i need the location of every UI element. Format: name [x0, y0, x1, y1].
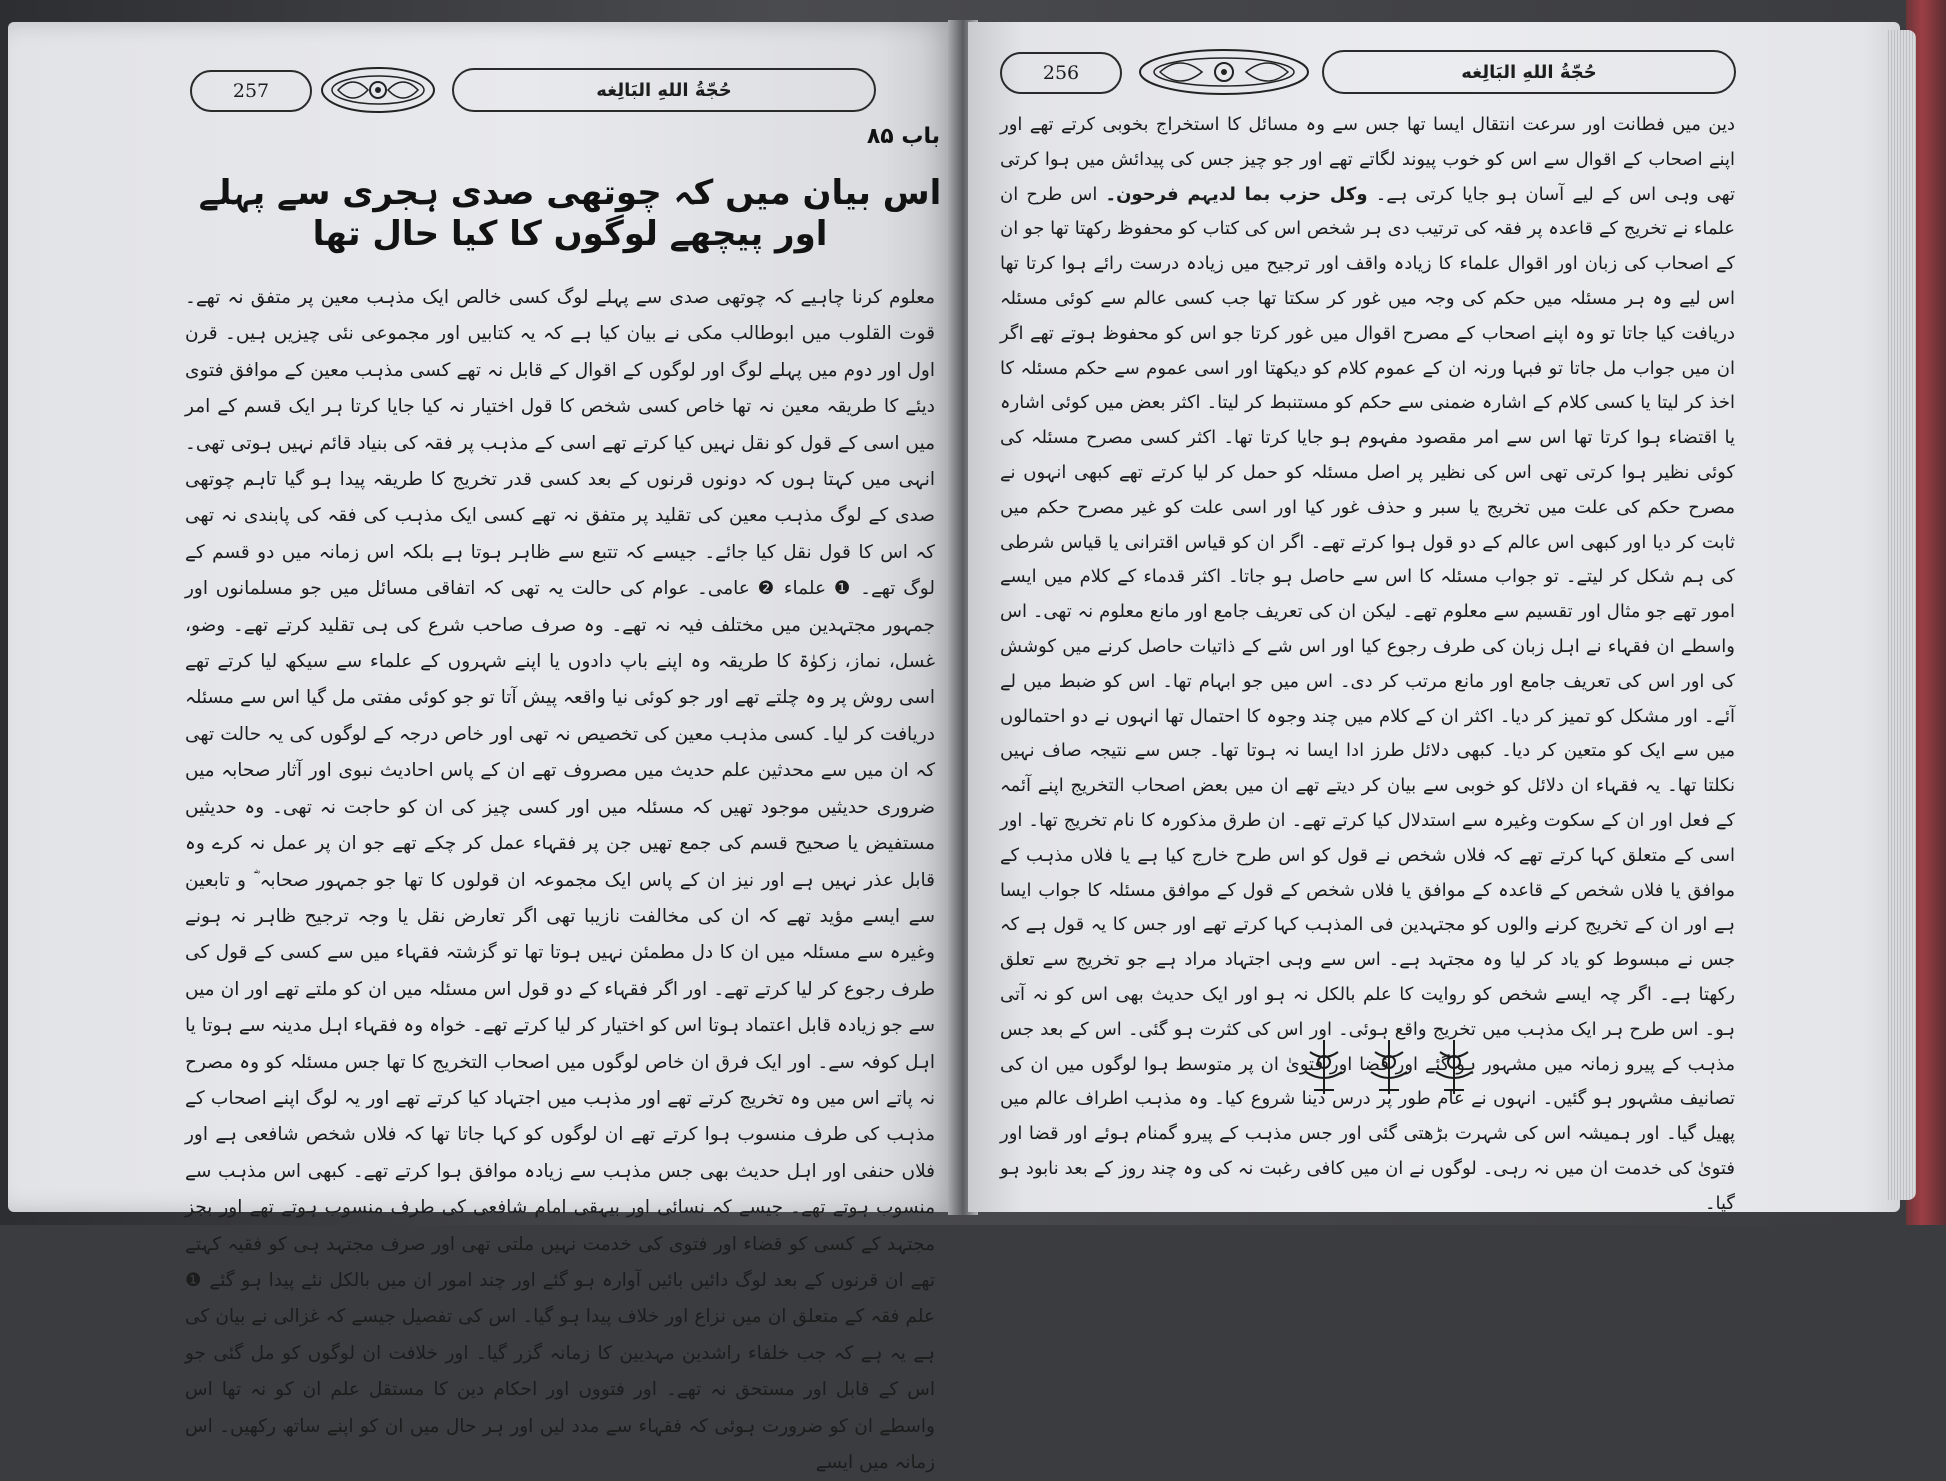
right-body-text-end: اس طرح ان علماء نے تخریج کے قاعدہ پر فقہ کی ترتیب دی ہر شخص اس کی کتاب کو محفوظ رکھتا تھا جو ان کے اصحاب کی زبان اور اقوال علماء کا زیادہ واقف اور ترجیح میں زیادہ درست رائے ہوا کرتا تھا اس لیے وہ ہر مسئلہ میں حکم کی وجہ میں غور کر سکتا تھا جب کسی عالم سے کوئی مسئلہ دریافت کیا جاتا تو وہ اپنے اصحاب کے مصرح اقوال میں غور کرتا جو اس کو محفوظ ہوتے تھے اگر ان میں جواب مل جاتا تو فبہا ورنہ ان کے عموم کلام کو دیکھتا اور اسی عموم سے حکم مسئلہ کا اخذ کر لیتا یا کسی کلام کے اشارہ ضمنی سے حکم کو مستنبط کر لیتا۔ اکثر بعض میں کوئی اشارہ یا اقتضاء ہوا کرتا تھا اس سے امر مقصود مفہوم ہو جایا کرتا تھا۔ اکثر کسی مصرح مسئلہ کی کوئی نظیر ہوا کرتی تھی اس کی نظیر پر اصل مسئلہ کو حمل کر لیا کرتے تھے کبھی انہوں نے مصرح حکم کی علت میں تخریج یا سبر و حذف غور کیا اور اسی علت کو غیر مصرح حکم میں ثابت کر دیا اور کبھی اس عالم کے دو قول ہوا کرتے تھے۔ اگر ان کو قیاس اقترانی یا قیاس شرطی کی ہم شکل کر لیتے۔ تو جواب مسئلہ کا اس سے حاصل ہو جاتا۔ اکثر قدماء کے کلام میں ایسے امور تھے جو مثال اور تقسیم سے معلوم تھے۔ لیکن ان کی تعریف جامع اور مانع معلوم نہ تھی۔ اس واسطے ان فقہاء نے اہل زبان کی طرف رجوع کیا اور اس شے کے ذاتیات حاصل کرنے میں کوشش کی اور اس کی تعریف جامع اور مانع مرتب کر دی۔ اس میں جو ابہام تھا۔ اس کو ضبط میں لے آئے۔ اور مشکل کو تمیز کر دیا۔ اکثر ان کے کلام میں چند وجوہ کا احتمال تھا انہوں نے دو احتمالوں میں سے ایک کو متعین کر دیا۔ کبھی دلائل طرز ادا ایسا نہ ہوتا تھا۔ جس سے نتیجہ صاف نہیں نکلتا تھا۔ یہ فقہاء ان دلائل کو خوبی سے بیان کر دیتے تھے ان میں بعض اصحاب التخریج اپنے آئمہ کے فعل اور ان کے سکوت وغیرہ سے استدلال کیا کرتے تھے۔ ان طرق مذکورہ کا نام تخریج تھا۔ اور اسی کے متعلق کہا کرتے تھے کہ فلاں شخص نے قول کو اس طرح خارج کیا ہے یا فلاں مذہب کے موافق یا فلاں شخص کے قاعدہ کے موافق یا فلاں شخص کے قول کے موافق مسئلہ کا جواب ایسا ہے اور ان کے تخریج کرنے والوں کو مجتہدین فی المذہب کہا کرتے تھے اور جس کا یہ قول ہے کہ جس نے مبسوط کو یاد کر لیا وہ مجتہد ہے۔ اس سے وہی اجتہاد مراد ہے جو تخریج سے تعلق رکھتا ہے۔ اگر چہ ایسے شخص کو روایت کا علم بالکل نہ ہو اور ایک حدیث بھی اس کو نہ آتی ہو۔ اس طرح ہر ایک مذہب میں تخریج واقع ہوئی۔ اور اس کی کثرت ہو گئی۔ اس کے بعد جس مذہب کے پیرو زمانہ میں مشہور ہو گئے اور قضا اور فتویٰ ان پر متوسط ہوا لوگوں میں ان کی تصانیف مشہور ہو گئیں۔ انہوں نے عام طور پر درس دینا شروع کیا۔ وہ مذہب اطراف عالم میں پھیل گیا۔ اور ہمیشہ اس کی شہرت بڑھتی گئی اور جس مذہب کے پیرو گمنام ہوئے اور قضا اور فتویٰ کی خدمت ان میں نہ رہی۔ لوگوں نے ان میں کافی رغبت نہ کی وہ چند روز کے بعد نابود ہو گیا۔ — [1000, 183, 1735, 1214]
left-page-body — [185, 280, 935, 1481]
footer-ornament-icon — [1292, 1032, 1487, 1102]
right-body-text-start: دین میں فطانت اور سرعت انتقال ایسا تھا جس سے وہ مسائل کا استخراج بخوبی کرتے تھے اور اپنے اصحاب کے اقوال سے اس کو خوب پیوند لگاتے تھے اور جو چیز جس کی پیدائش میں ہوا کرتی تھی وہی اس کے لیے آسان ہو جایا کرتی ہے۔ — [1000, 114, 1735, 205]
left-page-number: 257 — [190, 70, 312, 112]
right-page-number: 256 — [1000, 52, 1122, 94]
chapter-title: اس بیان میں کہ چوتھی صدی ہجری سے پہلے اور پیچھے لوگوں کا کیا حال تھا — [198, 173, 942, 254]
right-running-title: حُجّةُ اللهِ البَالِغه — [1322, 50, 1736, 94]
page-edges — [1886, 30, 1916, 1200]
header-ornament-icon — [318, 62, 438, 118]
left-running-title: حُجّةُ اللهِ البَالِغه — [452, 68, 876, 112]
header-ornament-icon — [1136, 44, 1312, 100]
right-page-header — [1000, 44, 1740, 108]
left-page-header — [190, 62, 950, 126]
right-body-bold-phrase: وکل حزب بما لدیہم فرحون۔ — [1105, 183, 1368, 205]
chapter-label: باب ۸۵ — [866, 124, 940, 149]
left-body-paragraph: معلوم کرنا چاہیے کہ چوتھی صدی سے پہلے لوگ کسی خالص ایک مذہب معین پر متفق نہ تھے۔ قوت القلوب میں ابوطالب مکی نے بیان کیا ہے کہ یہ کتابیں اور مجموعی نئی چیزیں ہیں۔ قرن اول اور دوم میں پہلے لوگ اور لوگوں کے اقوال کے قابل نہ تھے کسی مذہب معین کے موافق فتوی دیئے کا طریقہ معین نہ تھا خاص کسی شخص کا قول اختیار نہ کیا جایا کرتا ہر ایک قسم کے امر میں اسی کے قول کو نقل نہیں کیا کرتے تھے اسی کے مذہب پر فقہ کی بنیاد قائم نہیں ہوتی تھی۔ انہی میں کہتا ہوں کہ دونوں قرنوں کے بعد کسی قدر تخریج کا طریقہ پیدا ہو گیا تاہم چوتھی صدی کے لوگ مذہب معین کی تقلید پر متفق نہ تھے کسی ایک مذہب کی فقہ کی پابندی نہ تھی کہ اس کا قول نقل کیا جائے۔ جیسے کہ تتبع سے ظاہر ہوتا ہے بلکہ اس زمانہ میں دو قسم کے لوگ تھے۔ ❶ علماء ❷ عامی۔ عوام کی حالت یہ تھی کہ اتفاقی مسائل میں جو مسلمانوں اور جمہور مجتہدین میں مختلف فیہ نہ تھے۔ وہ صرف صاحب شرع کی ہی تقلید کرتے تھے۔ وضو، غسل، نماز، زکوٰۃ کا طریقہ وہ اپنے باپ دادوں یا اپنے شہروں کے علماء سے سیکھ لیا کرتے تھے اسی روش پر وہ چلتے تھے اور جو کوئی نیا واقعہ پیش آتا تو جو کوئی مفتی مل گیا اس سے مسئلہ دریافت کر لیا۔ کسی مذہب معین کی تخصیص نہ تھی اور خاص درجہ کے لوگوں کی یہ حالت تھی کہ ان میں سے محدثین علم حدیث میں مصروف تھے ان کے پاس احادیث نبوی اور آثار صحابہ میں ضروری حدیثیں موجود تھیں کہ مسئلہ میں اور کسی چیز کی ان کو حاجت نہ تھی۔ وہ حدیثیں مستفیض یا صحیح قسم کی جمع تھیں جن پر فقہاء عمل کر چکے تھے جو ان پر عمل نہ کرے وہ قابل عذر نہیں ہے اور نیز ان کے پاس ایک مجموعہ ان قولوں کا تھا جو جمہور صحابہ ؓ و تابعین سے ایسے مؤید تھے کہ ان کی مخالفت نازیبا تھی اگر تعارض نقل یا وجہ ترجیح ظاہر نہ ہونے وغیرہ سے مسئلہ میں ان کا دل مطمئن نہیں ہوتا تھا تو گزشتہ فقہاء میں سے کسی کے قول کی طرف رجوع کر لیا کرتے تھے۔ اور اگر فقہاء کے دو قول اس مسئلہ میں ان کو ملتے تھے اور ان میں سے جو زیادہ قابل اعتماد ہوتا اس کو اختیار کر لیا کرتے تھے۔ خواہ وہ فقہاء اہل مدینہ سے ہوتا یا اہل کوفہ سے۔ اور ایک فرق ان خاص لوگوں میں اصحاب التخریج کا تھا جس مسئلہ کو وہ مصرح نہ پاتے اس میں وہ تخریج کرتے تھے اور مذہب میں اجتہاد کیا کرتے تھے اور یہ لوگ اپنے اصحاب کے مذہب کی طرف منسوب ہوا کرتے تھے ان لوگوں کو کہا جاتا تھا کہ فلاں شخص شافعی ہے اور فلاں حنفی اور اہل حدیث بھی جس مذہب سے زیادہ موافق ہوا کرتے تھے۔ کبھی اس مذہب سے منسوب ہوتے تھے۔ جیسے کہ نسائی اور بیہقی امام شافعی کی طرف منسوب ہوتے تھے اور بجز مجتہد کے کسی کو قضاء اور فتوی کی خدمت نہیں ملتی تھی اور صرف مجتہد ہی کو فقیہ کہتے تھے ان قرنوں کے بعد لوگ دائیں بائیں آوارہ ہو گئے اور چند امور ان میں بالکل نئے پیدا ہو گئے ❶ علم فقہ کے متعلق ان میں نزاع اور خلاف پیدا ہو گیا۔ اس کی تفصیل جیسے کہ غزالی نے بیان کی ہے یہ ہے کہ جب خلفاء راشدین مہدیین کا زمانہ گزر گیا۔ اور خلافت ان لوگوں کو مل گئی جو اس کے قابل اور مستحق نہ تھے۔ اور فتووں اور احکام دین کا مستقل علم ان کو نہ تھا اس واسطے ان کو ضرورت ہوئی کہ فقہاء سے مدد لیں اور ہر حال میں ان کو اپنے ساتھ رکھیں۔ اس زمانہ میں ایسے — [185, 287, 935, 1473]
